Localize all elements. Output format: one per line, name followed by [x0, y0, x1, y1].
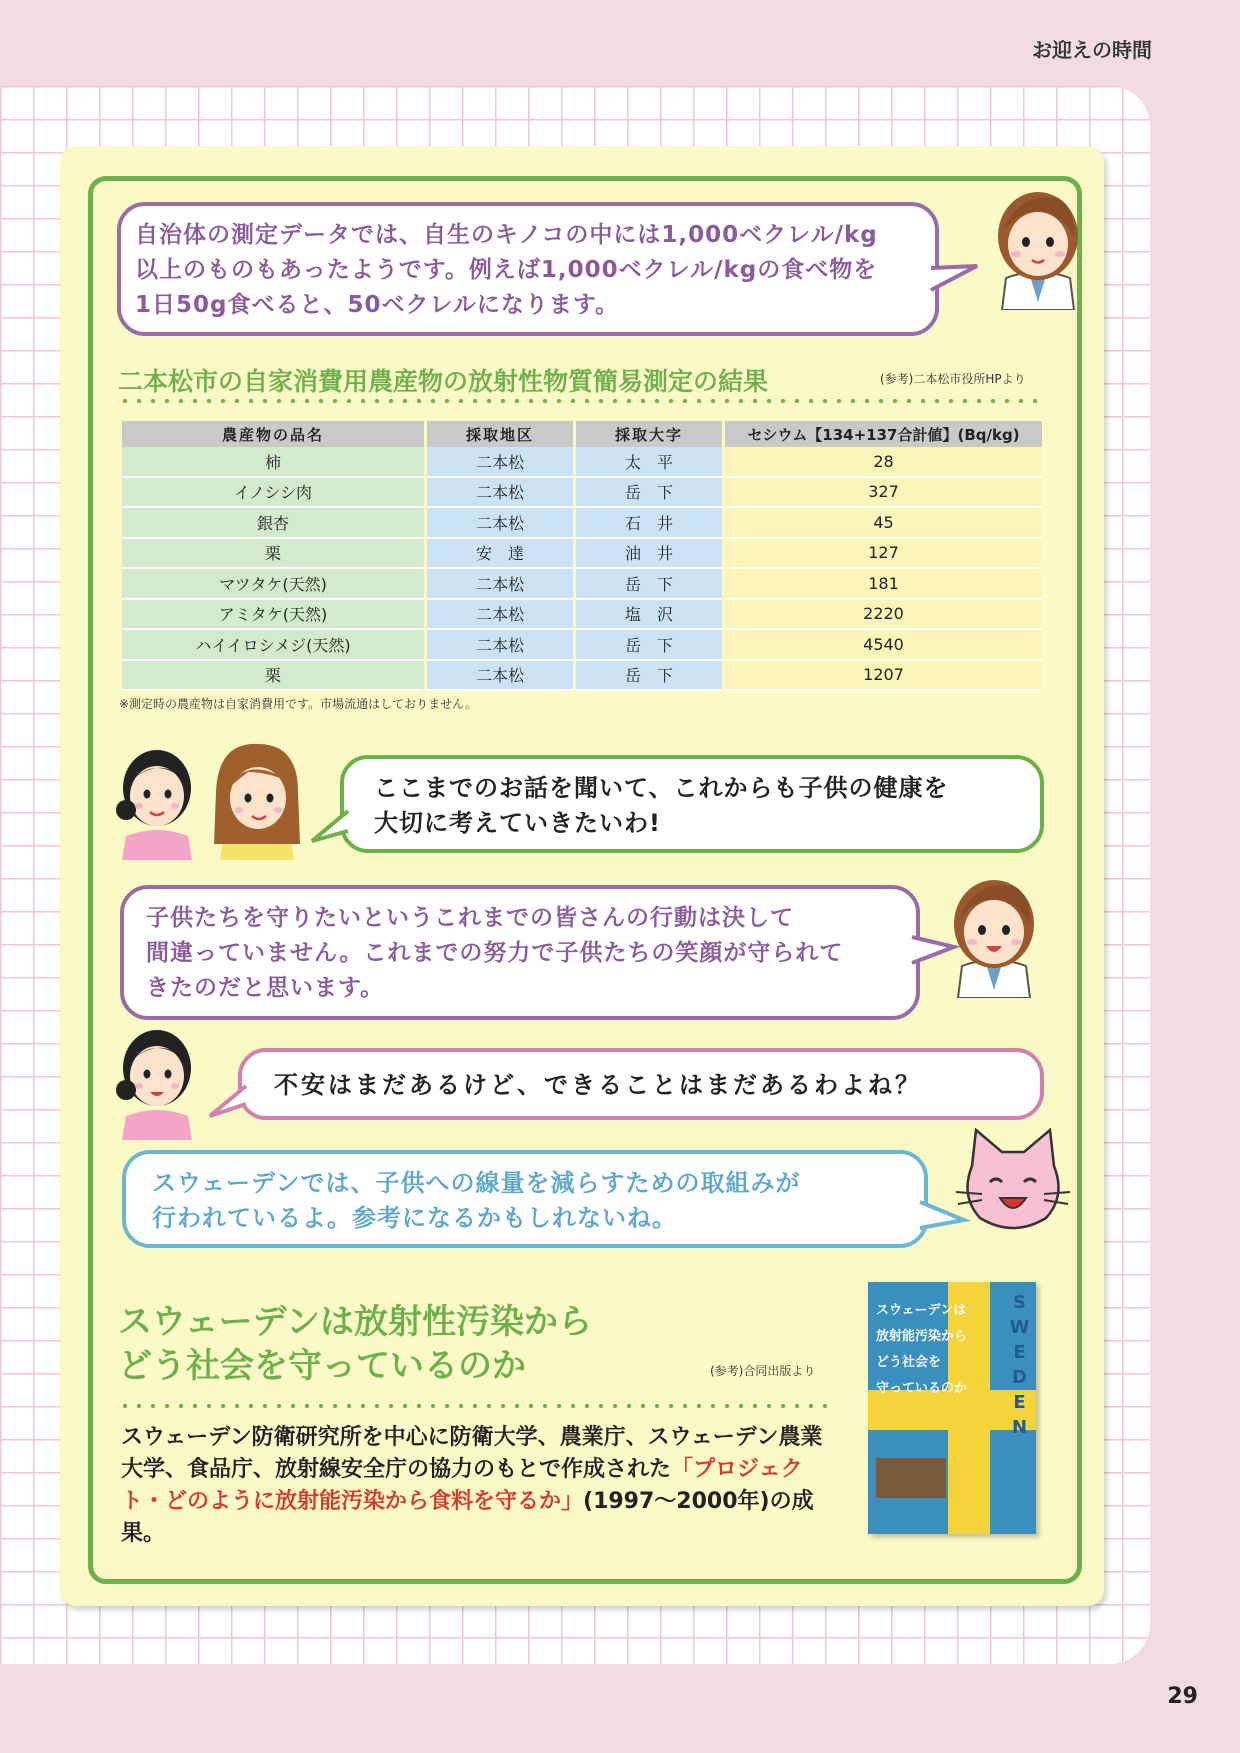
table-header-row — [122, 421, 1042, 447]
sweden-title-line: どう社会を守っているのか — [118, 1346, 526, 1386]
cell-district: 二本松 — [427, 508, 573, 539]
mother-character-3-icon — [112, 1012, 202, 1140]
cell-district: 二本松 — [427, 478, 573, 509]
cell-district: 二本松 — [427, 600, 573, 631]
book-title-line: 放射能汚染から — [876, 1329, 968, 1344]
cell-cesium: 45 — [725, 508, 1042, 539]
bubble-line: 不安はまだあるけど、できることはまだあるわよね？ — [274, 1071, 922, 1099]
doctor-character-icon — [988, 178, 1088, 310]
bubble-line: 行われているよ。参考になるかもしれないね。 — [152, 1204, 677, 1232]
book-title-line: 守っているのか — [876, 1381, 968, 1396]
cell-cesium: 4540 — [725, 630, 1042, 661]
book-title-line: どう社会を — [876, 1355, 942, 1370]
cell-product: マツタケ(天然) — [122, 569, 424, 600]
bubble-line: 1日50g食べると、50ベクレルになります。 — [135, 292, 620, 318]
table-row — [122, 661, 1042, 692]
doctor-character-2-icon — [944, 866, 1044, 998]
cell-cesium: 1207 — [725, 661, 1042, 692]
doctor-speech-bubble-2 — [120, 885, 920, 1020]
cell-cesium: 327 — [725, 478, 1042, 509]
bubble-line: ここまでのお話を聞いて、これからも子供の健康を — [374, 774, 949, 802]
doctor-speech-bubble-1 — [117, 202, 939, 336]
cell-area: 石 井 — [576, 508, 722, 539]
cell-area: 太 平 — [576, 447, 722, 478]
table-row — [122, 539, 1042, 570]
sweden-title-line: スウェーデンは放射性汚染から — [118, 1302, 592, 1342]
sweden-section-title — [118, 1300, 592, 1388]
sweden-source: (参考)合同出版より — [710, 1364, 816, 1378]
cell-district: 二本松 — [427, 569, 573, 600]
cell-cesium: 28 — [725, 447, 1042, 478]
cell-area: 岳 下 — [576, 661, 722, 692]
book-title-line: スウェーデンは — [876, 1303, 967, 1318]
dotted-divider — [118, 399, 1044, 403]
page-number: 29 — [1167, 1684, 1198, 1709]
cell-area: 油 井 — [576, 539, 722, 570]
bubble-line: 以上のものもあったようです。例えば1,000ベクレル/kgの食べ物を — [135, 257, 878, 283]
bubble-line: きたのだと思います。 — [146, 975, 385, 1001]
book-cover-image — [868, 1282, 1036, 1534]
cell-area: 岳 下 — [576, 478, 722, 509]
results-table — [119, 421, 1045, 691]
book-photo-strip — [876, 1458, 946, 1498]
bubble-line: 間違っていません。これまでの努力で子供たちの笑顔が守られて — [146, 940, 844, 966]
header-area: 採取大字 — [576, 421, 722, 447]
cell-product: ハイイロシメジ(天然) — [122, 630, 424, 661]
cell-product: 柿 — [122, 447, 424, 478]
cat-mascot-icon — [950, 1126, 1076, 1240]
table-note: ※測定時の農産物は自家消費用です。市場流通はしておりません。 — [119, 697, 477, 711]
cell-area: 塩 沢 — [576, 600, 722, 631]
header-cesium: セシウム【134+137合計値】(Bq/kg) — [725, 421, 1042, 447]
bubble-line: 子供たちを守りたいというこれまでの皆さんの行動は決して — [146, 905, 794, 931]
description-text-end: (1997〜2000年)の成果。 — [121, 1489, 814, 1546]
mother-character-icon — [112, 732, 202, 860]
book-title — [876, 1298, 967, 1402]
cell-product: イノシシ肉 — [122, 478, 424, 509]
table-row — [122, 630, 1042, 661]
bubble-line: 大切に考えていきたいわ! — [374, 809, 661, 837]
header-title: お迎えの時間 — [1032, 38, 1152, 62]
cell-product: 銀杏 — [122, 508, 424, 539]
mother-speech-bubble — [340, 755, 1044, 853]
cell-product: 栗 — [122, 539, 424, 570]
table-row — [122, 600, 1042, 631]
dotted-divider-2 — [118, 1404, 830, 1408]
cell-district: 二本松 — [427, 447, 573, 478]
header-product: 農産物の品名 — [122, 421, 424, 447]
table-row — [122, 569, 1042, 600]
table-source: (参考)二本松市役所HPより — [880, 372, 1026, 386]
cell-district: 二本松 — [427, 630, 573, 661]
mother-speech-bubble-2 — [238, 1048, 1044, 1120]
sweden-description — [121, 1422, 841, 1550]
table-row — [122, 508, 1042, 539]
cell-cesium: 181 — [725, 569, 1042, 600]
cat-speech-bubble — [122, 1150, 928, 1248]
cell-cesium: 2220 — [725, 600, 1042, 631]
cell-district: 二本松 — [427, 661, 573, 692]
bubble-line: スウェーデンでは、子供への線量を減らすための取組みが — [152, 1169, 801, 1197]
description-text: スウェーデン防衛研究所を中心に防衛大学、農業庁、スウェーデン農業大学、食品庁、放射線安全庁の協力のもとで作成された — [121, 1425, 823, 1482]
cell-product: アミタケ(天然) — [122, 600, 424, 631]
cell-product: 栗 — [122, 661, 424, 692]
header-district: 採取地区 — [427, 421, 573, 447]
bubble-line: 自治体の測定データでは、自生のキノコの中には1,000ベクレル/kg — [135, 222, 878, 248]
book-vertical-text: SWEDEN — [1009, 1292, 1030, 1442]
table-row — [122, 478, 1042, 509]
project-title-highlight: 「プロジェクト・どのように放射能汚染から食料を守るか」 — [121, 1457, 803, 1514]
mother-character-2-icon — [208, 732, 306, 860]
cell-area: 岳 下 — [576, 569, 722, 600]
table-section-title: 二本松市の自家消費用農産物の放射性物質簡易測定の結果 — [118, 367, 769, 396]
cell-cesium: 127 — [725, 539, 1042, 570]
cell-district: 安 達 — [427, 539, 573, 570]
cell-area: 岳 下 — [576, 630, 722, 661]
table-row — [122, 447, 1042, 478]
